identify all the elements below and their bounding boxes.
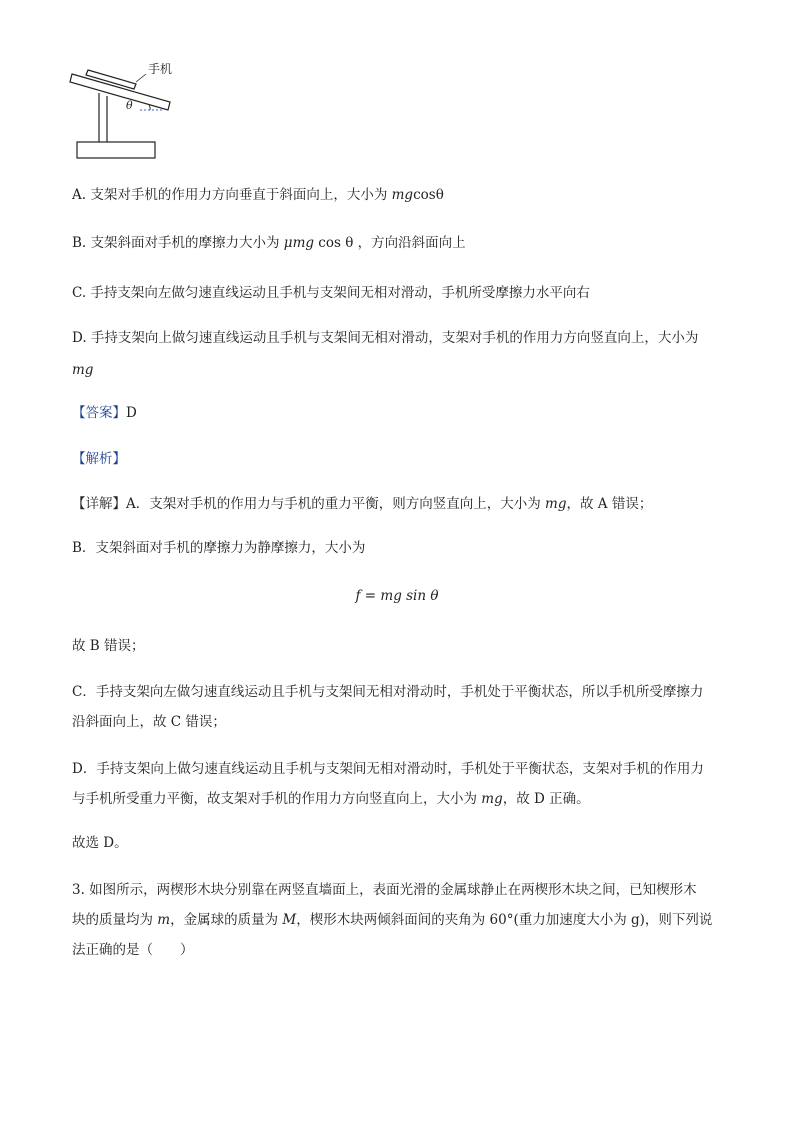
detail-b-line bbox=[72, 538, 365, 558]
option-c bbox=[72, 283, 590, 303]
option-d-line2 bbox=[72, 360, 93, 380]
detail-b-conclusion bbox=[72, 636, 145, 656]
analysis-label: 【解析】 bbox=[72, 451, 126, 467]
answer-line bbox=[72, 403, 137, 423]
final-choice-text: 故选 D。 bbox=[72, 835, 128, 851]
detail-label: 【详解】 bbox=[72, 496, 126, 512]
option-a-text: A. 支架对手机的作用力方向垂直于斜面向上，大小为 bbox=[72, 187, 392, 203]
detail-d-line1 bbox=[72, 759, 704, 779]
option-c-text: C. 手持支架向左做匀速直线运动且手机与支架间无相对滑动，手机所受摩擦力水平向右 bbox=[72, 285, 590, 301]
question3-text-2c: ，楔形木块两倾斜面间的夹角为 60°(重力加速度大小为 g)，则下列说 bbox=[296, 912, 713, 928]
detail-c-text-2: 沿斜面向上，故 C 错误； bbox=[72, 714, 226, 730]
option-a-suffix: cosθ bbox=[413, 187, 444, 203]
option-a bbox=[72, 185, 444, 205]
question3-text-3: 法正确的是（ ） bbox=[72, 942, 194, 958]
question3-text-2b: ，金属球的质量为 bbox=[170, 912, 283, 928]
option-d-text: D. 手持支架向上做匀速直线运动且手机与支架间无相对滑动，支架对手机的作用力方向竖直向上，大小为 bbox=[72, 330, 699, 346]
detail-c-text-1: C．手持支架向左做匀速直线运动且手机与支架间无相对滑动时，手机处于平衡状态，所以手机所受摩擦力 bbox=[72, 684, 704, 700]
friction-formula: f = mg sin θ bbox=[355, 588, 439, 604]
option-d-math: mg bbox=[72, 362, 94, 378]
detail-d-text-1: D．手持支架向上做匀速直线运动且手机与支架间无相对滑动时，手机处于平衡状态，支架对手机的作用力 bbox=[72, 761, 704, 777]
question3-mass-m: m bbox=[157, 912, 171, 928]
phone-label: 手机 bbox=[148, 62, 173, 76]
question3-line1 bbox=[72, 880, 697, 900]
detail-c-line1 bbox=[72, 682, 703, 702]
detail-d-math: mg bbox=[481, 791, 503, 807]
stand-base bbox=[77, 142, 155, 158]
detail-a-line bbox=[72, 494, 652, 514]
phone-stand-diagram bbox=[66, 60, 186, 162]
detail-b-conclusion-text: 故 B 错误； bbox=[72, 638, 145, 654]
answer-value: D bbox=[126, 405, 137, 421]
question3-line3 bbox=[72, 940, 194, 960]
question3-mass-M: M bbox=[282, 912, 297, 928]
detail-a-text: A．支架对手机的作用力与手机的重力平衡，则方向竖直向上，大小为 bbox=[126, 496, 546, 512]
question3-line2 bbox=[72, 910, 712, 930]
detail-b-text: B．支架斜面对手机的摩擦力为静摩擦力，大小为 bbox=[72, 540, 366, 556]
detail-d-suffix: ，故 D 正确。 bbox=[502, 791, 590, 807]
answer-label: 【答案】 bbox=[72, 405, 126, 421]
question3-text-1: 3. 如图所示，两楔形木块分别靠在两竖直墙面上，表面光滑的金属球静止在两楔形木块之间，已知楔形木 bbox=[72, 882, 697, 898]
option-b-suffix: cos θ ，方向沿斜面向上 bbox=[314, 235, 466, 251]
option-d-line1 bbox=[72, 328, 698, 348]
option-b bbox=[72, 233, 466, 253]
analysis-line bbox=[72, 449, 126, 469]
phone-stand-figure bbox=[66, 60, 186, 162]
detail-a-math: mg bbox=[545, 496, 567, 512]
detail-c-line2 bbox=[72, 712, 226, 732]
detail-d-text-2: 与手机所受重力平衡，故支架对手机的作用力方向竖直向上，大小为 bbox=[72, 791, 482, 807]
option-a-math: mg bbox=[391, 187, 414, 203]
detail-a-suffix: ，故 A 错误； bbox=[566, 496, 653, 512]
option-b-text: B. 支架斜面对手机的摩擦力大小为 bbox=[72, 235, 284, 251]
angle-label: θ bbox=[126, 99, 133, 112]
option-b-math: μmg bbox=[283, 235, 315, 251]
final-choice bbox=[72, 833, 128, 853]
detail-d-line2 bbox=[72, 789, 590, 809]
question3-text-2a: 块的质量均为 bbox=[72, 912, 158, 928]
phone-label-leader bbox=[136, 74, 146, 82]
